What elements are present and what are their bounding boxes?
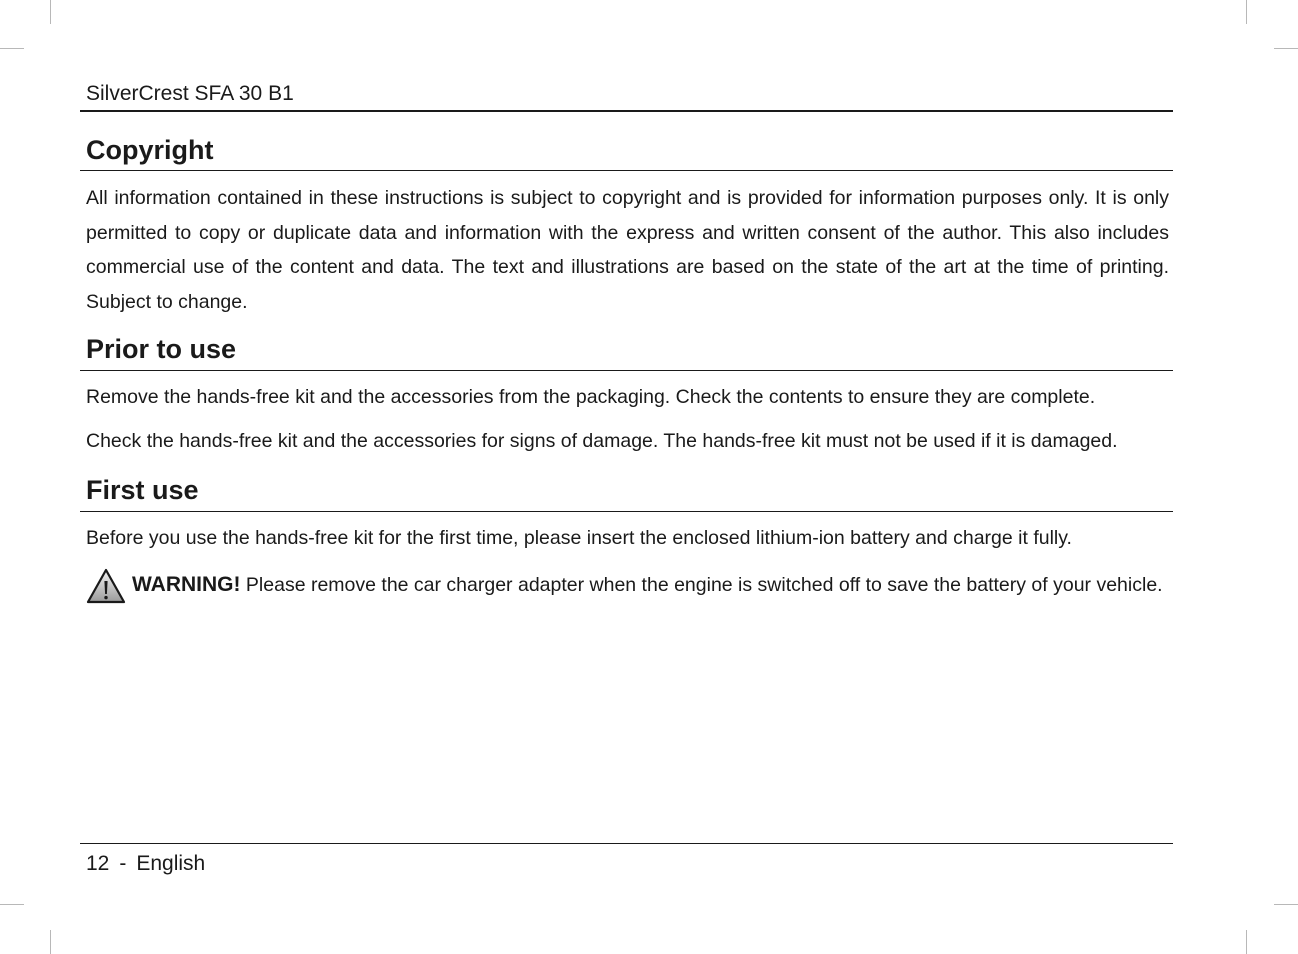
- copyright-paragraph: All information contained in these instructions is subject to copyright and is provided for information purposes only. It is only permitted to copy or duplicate data and information with the express and written consent of the author. This also includes commercial use of the content and data. The text and illustrations are based on the state of the art at the time of printing. Subject to change.: [86, 187, 1169, 313]
- first-use-paragraph: Before you use the hands-free kit for the first time, please insert the enclosed lithium-ion battery and charge it fully.: [86, 527, 1072, 549]
- crop-mark: [1274, 904, 1298, 905]
- crop-mark: [0, 904, 24, 905]
- warning-text: [132, 568, 1169, 603]
- section-rule: [80, 511, 1173, 512]
- crop-mark: [1274, 48, 1298, 49]
- section-heading-first-use: First use: [86, 475, 199, 505]
- warning-label: WARNING!: [132, 573, 241, 596]
- page-number: 12: [86, 852, 110, 875]
- crop-mark: [1246, 930, 1247, 954]
- warning-message: Please remove the car charger adapter when the engine is switched off to save the battery of your vehicle.: [245, 574, 1163, 596]
- page-footer: [86, 852, 205, 876]
- section-rule: [80, 370, 1173, 371]
- crop-mark: [50, 930, 51, 954]
- prior-to-use-paragraph-2: Check the hands-free kit and the accessories for signs of damage. The hands-free kit must not be used if it is damaged.: [86, 430, 1118, 452]
- crop-mark: [0, 48, 24, 49]
- page-header-title: SilverCrest SFA 30 B1: [86, 82, 294, 105]
- crop-mark: [50, 0, 51, 24]
- prior-to-use-paragraph-1: Remove the hands-free kit and the accessories from the packaging. Check the contents to ensure they are complete.: [86, 386, 1096, 408]
- header-rule: [80, 110, 1173, 112]
- footer-separator: -: [119, 852, 127, 875]
- section-heading-prior-to-use: Prior to use: [86, 334, 237, 364]
- section-heading-copyright: Copyright: [86, 135, 214, 165]
- footer-rule: [80, 843, 1173, 844]
- section-rule: [80, 170, 1173, 171]
- crop-mark: [1246, 0, 1247, 24]
- warning-triangle-icon: [86, 568, 126, 604]
- footer-language: English: [136, 852, 206, 875]
